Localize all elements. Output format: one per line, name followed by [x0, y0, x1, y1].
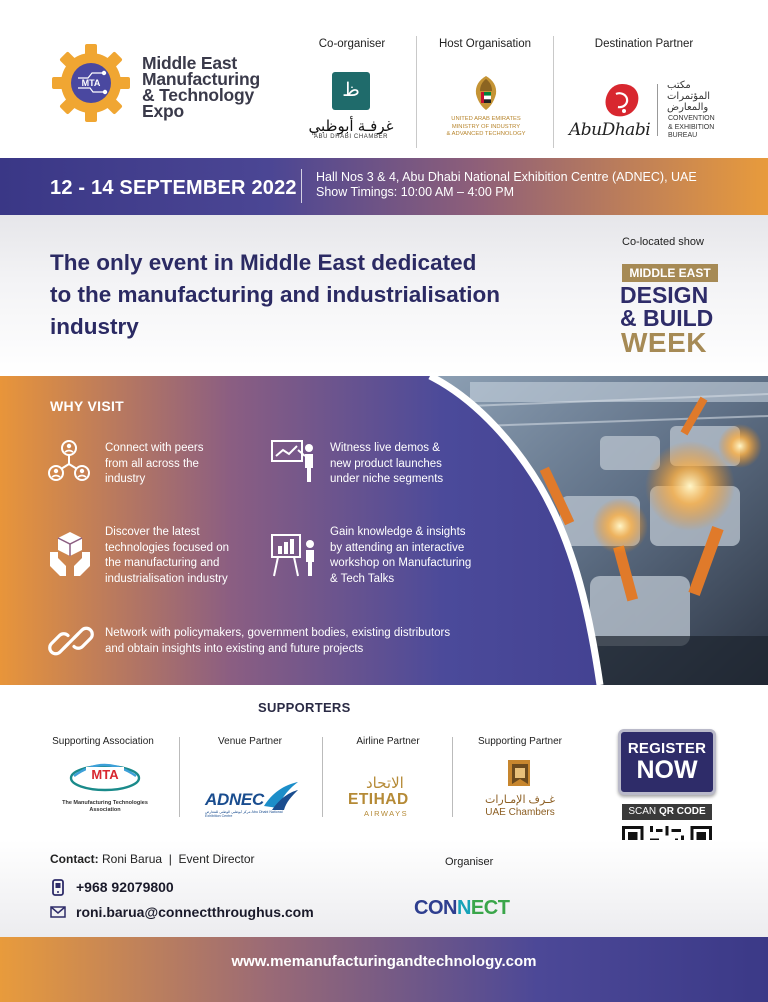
- mta-caption: [52, 800, 158, 814]
- uae-chambers-logo-icon: [504, 758, 534, 790]
- hero-headline: [50, 247, 550, 343]
- workshop-board-icon: [270, 532, 318, 578]
- gear-logo-icon: [48, 40, 134, 126]
- why-item-demos: [330, 441, 443, 488]
- connect-logo-part: CON: [414, 897, 457, 919]
- event-venue: [316, 170, 697, 200]
- mta-caption-line: The Manufacturing Technologies: [62, 800, 148, 806]
- dbw-line-week: WEEK: [621, 327, 707, 358]
- co-organiser-title: Co-organiser: [318, 38, 386, 50]
- why-item-line: under niche segments: [330, 473, 444, 485]
- divider: [553, 36, 554, 148]
- presentation-demo-icon: [270, 438, 318, 484]
- divider: [657, 84, 658, 136]
- logo-line: Middle East: [142, 53, 238, 73]
- etihad-airways: AIRWAYS: [364, 809, 409, 818]
- scan-prefix: SCAN: [628, 806, 659, 817]
- abu-dhabi-chamber-arabic: غرفـة أبوظبي: [308, 118, 394, 135]
- why-item-workshop: [330, 525, 471, 587]
- adnec-caption: مركز أبوظبي الوطني للمعارض Abu Dhabi National Exhibition Centre: [205, 810, 283, 818]
- etihad-arabic: الاتحاد: [366, 775, 404, 792]
- connect-logo: [414, 897, 509, 920]
- why-item-line: the manufacturing and: [105, 557, 220, 569]
- expo-logo-text: [142, 55, 260, 119]
- uae-chambers-caption: UAE Chambers: [485, 807, 555, 818]
- contact-email[interactable]: roni.barua@connectthroughus.com: [76, 904, 314, 920]
- contact-role: Event Director: [178, 852, 255, 866]
- why-item-line: industrialisation industry: [105, 572, 228, 585]
- abu-dhabi-chamber-english: ABU DHABI CHAMBER: [313, 134, 389, 140]
- abu-dhabi-symbol-icon: [602, 82, 642, 120]
- why-item-line: by attending an interactive: [330, 541, 465, 554]
- svg-text:MTA: MTA: [91, 767, 119, 782]
- bureau-line: & EXHIBITION: [668, 123, 715, 131]
- why-item-line: from all across the: [105, 457, 199, 470]
- chain-link-icon: [48, 618, 94, 664]
- hands-box-icon: [48, 530, 92, 578]
- venue-text: Hall Nos 3 & 4, Abu Dhabi National Exhibition Centre (ADNEC), UAE: [316, 170, 697, 184]
- why-item-line: & Tech Talks: [330, 572, 395, 585]
- abu-dhabi-chamber-mark-icon: ظ: [332, 72, 370, 110]
- why-item-line: Connect with peers: [105, 442, 204, 454]
- convention-bureau-english: [668, 115, 715, 141]
- contact-separator: |: [168, 852, 172, 866]
- why-item-discover: [105, 525, 229, 587]
- logo-line: Manufacturing: [142, 69, 260, 89]
- why-item-line: workshop on Manufacturing: [330, 557, 472, 569]
- network-people-icon: [48, 439, 90, 483]
- email-icon: [50, 906, 66, 918]
- website-link[interactable]: www.memanufacturingandtechnology.com: [231, 953, 537, 970]
- register-line: REGISTER: [627, 740, 707, 757]
- bureau-arabic-line: مكتب: [667, 80, 691, 91]
- supporters-title: SUPPORTERS: [258, 700, 351, 715]
- phone-icon: [52, 879, 64, 896]
- divider: [452, 737, 453, 817]
- adnec-wave-icon: [262, 780, 300, 812]
- why-item-line: and obtain insights into existing and future projects: [105, 642, 364, 655]
- logo-line: Expo: [142, 101, 184, 121]
- divider: [179, 737, 180, 817]
- ministry-line: & ADVANCED TECHNOLOGY: [446, 131, 526, 138]
- mta-globe-logo-icon: [64, 760, 146, 792]
- bureau-arabic-line: والمعارض: [667, 102, 709, 113]
- why-item-connect: [105, 441, 203, 488]
- supporting-association-title: Supporting Association: [52, 736, 154, 747]
- scan-qr-label: [622, 804, 712, 820]
- svg-text:MTA: MTA: [81, 78, 101, 88]
- contact-label: Contact:: [50, 852, 99, 866]
- uae-ministry-text: [432, 116, 540, 139]
- bureau-line: BUREAU: [668, 132, 698, 139]
- why-item-line: Gain knowledge & insights: [330, 526, 466, 538]
- supporting-partner-title: Supporting Partner: [478, 736, 562, 747]
- host-organisation-title: Host Organisation: [438, 38, 532, 50]
- uae-falcon-emblem-icon: [470, 74, 502, 112]
- airline-partner-title: Airline Partner: [356, 736, 420, 747]
- contact-phone[interactable]: +968 92079800: [76, 879, 174, 895]
- bureau-arabic-line: المؤتمرات: [667, 91, 711, 102]
- why-visit-title: WHY VISIT: [50, 398, 125, 414]
- why-item-line: Network with policymakers, government bodies, existing distributors: [105, 627, 451, 639]
- colocated-label: Co-located show: [622, 236, 704, 248]
- divider: [301, 169, 302, 203]
- why-item-network: [105, 626, 450, 657]
- ministry-line: UNITED ARAB EMIRATES: [451, 116, 521, 122]
- logo-line: & Technology: [142, 85, 254, 105]
- show-timings: Show Timings: 10:00 AM – 4:00 PM: [316, 185, 515, 199]
- scan-bold: QR CODE: [658, 806, 706, 817]
- mta-caption-line: Association: [89, 807, 121, 813]
- organiser-label: Organiser: [445, 856, 494, 868]
- headline-line: The only event in Middle East dedicated: [50, 250, 477, 275]
- event-dates: 12 - 14 SEPTEMBER 2022: [50, 177, 297, 199]
- dbw-line-build: & BUILD: [620, 305, 714, 331]
- register-now-line: NOW: [636, 756, 698, 784]
- venue-partner-title: Venue Partner: [218, 736, 282, 747]
- abu-dhabi-script-logo: AbuDhabi: [569, 120, 651, 140]
- connect-logo-part: N: [456, 897, 471, 919]
- divider: [416, 36, 417, 148]
- convention-bureau-arabic: [667, 80, 710, 113]
- contact-person: [50, 852, 255, 866]
- uae-chambers-arabic: غـرف الإمـارات: [484, 794, 556, 806]
- destination-partner-title: Destination Partner: [594, 38, 694, 50]
- contact-name: Roni Barua: [102, 852, 163, 866]
- why-item-line: new product launches: [330, 457, 442, 470]
- connect-logo-part: ECT: [470, 897, 510, 919]
- bureau-line: CONVENTION: [668, 115, 715, 122]
- why-item-line: industry: [105, 473, 146, 485]
- headline-line: to the manufacturing and industrialisation: [50, 282, 501, 307]
- divider: [322, 737, 323, 817]
- why-item-line: technologies focused on: [105, 541, 230, 554]
- etihad-logo: ETIHAD: [348, 791, 409, 808]
- dbw-tag: MIDDLE EAST: [622, 264, 718, 282]
- headline-line: industry: [50, 314, 139, 339]
- why-item-line: Discover the latest: [105, 526, 200, 538]
- ministry-line: MINISTRY OF INDUSTRY: [451, 123, 521, 130]
- adnec-logo: ADNEC: [205, 790, 264, 809]
- why-item-line: Witness live demos &: [330, 442, 440, 454]
- register-now-button[interactable]: [618, 729, 716, 795]
- dbw-line-design: DESIGN: [620, 282, 709, 308]
